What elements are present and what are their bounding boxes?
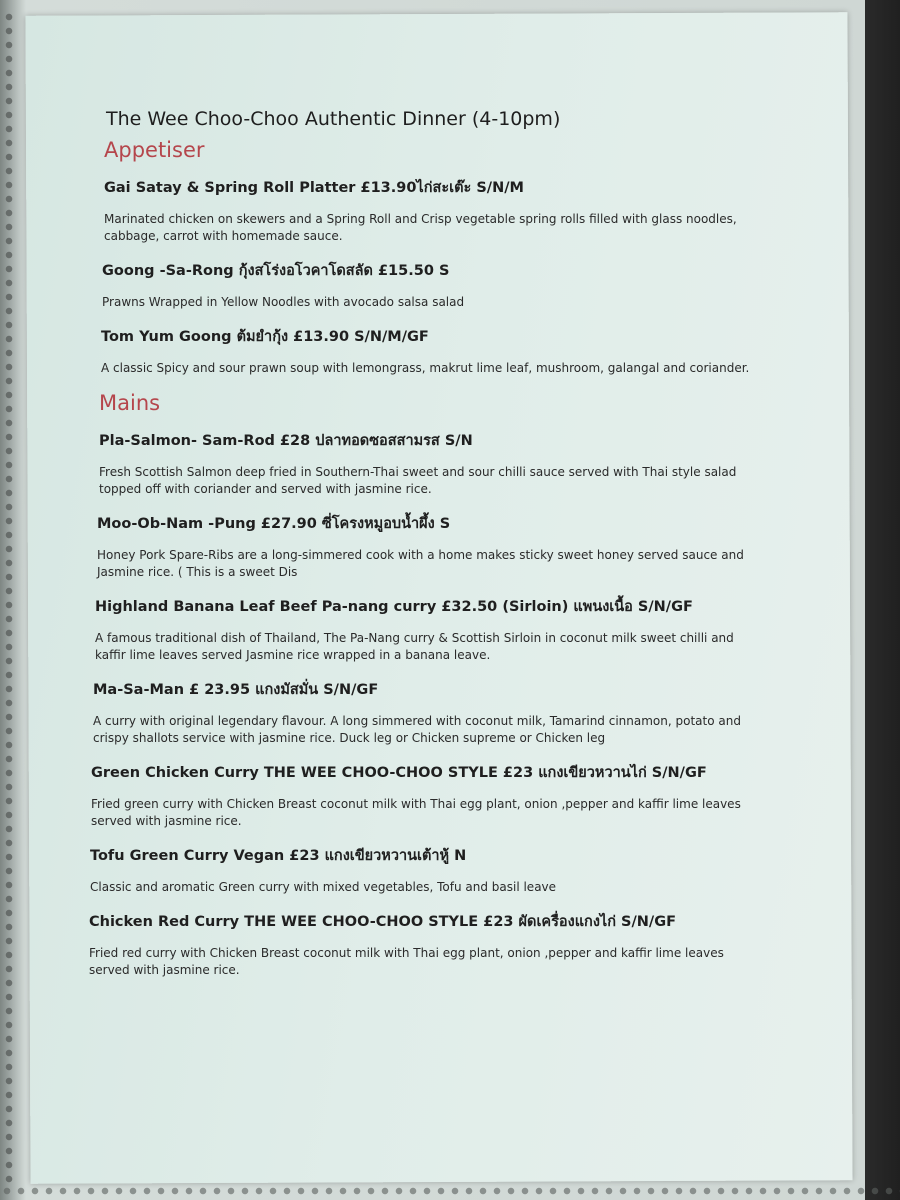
- item-description: Fresh Scottish Salmon deep fried in Southern-Thai sweet and sour chilli sauce served with Thai style salad topped off with coriander and served with jasmine rice.: [99, 465, 737, 496]
- item-name: Highland Banana Leaf Beef Pa-nang curry £32.50 (Sirloin) แพนงเนื้อ S/N/GF: [95, 599, 693, 615]
- item-description: Fried red curry with Chicken Breast coconut milk with Thai egg plant, onion ,pepper and kaffir lime leaves served with jasmine rice.: [89, 946, 724, 977]
- item-description: Prawns Wrapped in Yellow Noodles with avocado salsa salad: [102, 295, 465, 309]
- item-description: Marinated chicken on skewers and a Spring Roll and Crisp vegetable spring rolls filled with glass noodles, cabbage, carrot with homemade sauce.: [104, 212, 737, 243]
- menu-item: [93, 678, 756, 747]
- menu-item: [101, 325, 756, 377]
- item-description: A curry with original legendary flavour. A long simmered with coconut milk, Tamarind cinnamon, potato and crispy shallots service with jasmine rice. Duck leg or Chicken supreme or Chicken leg: [93, 714, 741, 745]
- section-mains: [66, 391, 756, 979]
- item-name: Moo-Ob-Nam -Pung £27.90 ซี่โครงหมูอบน้ำผึ้ง S: [97, 516, 451, 532]
- item-name: Tom Yum Goong ต้มยำกุ้ง £13.90 S/N/M/GF: [101, 329, 429, 345]
- menu-item: [95, 595, 756, 664]
- item-name: Pla-Salmon- Sam-Rod £28 ปลาทอดซอสสามรส S/N: [99, 433, 473, 449]
- menu-title: The Wee Choo-Choo Authentic Dinner (4-10pm): [106, 108, 561, 130]
- binder-holes: [2, 10, 16, 1190]
- item-description: Fried green curry with Chicken Breast coconut milk with Thai egg plant, onion ,pepper and kaffir lime leaves served with jasmine rice.: [91, 797, 741, 828]
- item-name: Gai Satay & Spring Roll Platter £13.90ไก่สะเต๊ะ S/N/M: [104, 180, 524, 196]
- menu-item: [90, 844, 756, 896]
- item-description: A classic Spicy and sour prawn soup with lemongrass, makrut lime leaf, mushroom, galangal and coriander.: [101, 361, 750, 375]
- item-name: Green Chicken Curry THE WEE CHOO-CHOO STYLE £23 แกงเขียวหวานไก่ S/N/GF: [91, 765, 707, 781]
- menu-item: [89, 910, 756, 979]
- item-description: Classic and aromatic Green curry with mixed vegetables, Tofu and basil leave: [90, 880, 557, 894]
- menu-content: [66, 108, 756, 979]
- menu-item: [91, 761, 756, 830]
- section-heading: Mains: [99, 391, 161, 415]
- menu-item: [97, 512, 756, 581]
- item-name: Tofu Green Curry Vegan £23 แกงเขียวหวานเต้าหู้ N: [90, 848, 467, 864]
- binder-holes-bottom: [0, 1184, 900, 1198]
- menu-item: [102, 259, 756, 311]
- section-heading: Appetiser: [104, 138, 205, 162]
- menu-item: [104, 176, 756, 245]
- item-name: Goong -Sa-Rong กุ้งสโร่งอโวคาโดสลัด £15.50 S: [102, 263, 450, 279]
- item-name: Chicken Red Curry THE WEE CHOO-CHOO STYLE £23 ผัดเครื่องแกงไก่ S/N/GF: [89, 914, 676, 930]
- item-name: Ma-Sa-Man £ 23.95 แกงมัสมั่น S/N/GF: [93, 682, 379, 698]
- item-description: A famous traditional dish of Thailand, The Pa-Nang curry & Scottish Sirloin in coconut milk sweet chilli and kaffir lime leaves served Jasmine rice wrapped in a banana leave.: [95, 631, 734, 662]
- menu-item: [99, 429, 756, 498]
- item-description: Honey Pork Spare-Ribs are a long-simmered cook with a home makes sticky sweet honey served sauce and Jasmine rice. ( This is a sweet Dis: [97, 548, 744, 579]
- section-appetiser: [66, 138, 756, 377]
